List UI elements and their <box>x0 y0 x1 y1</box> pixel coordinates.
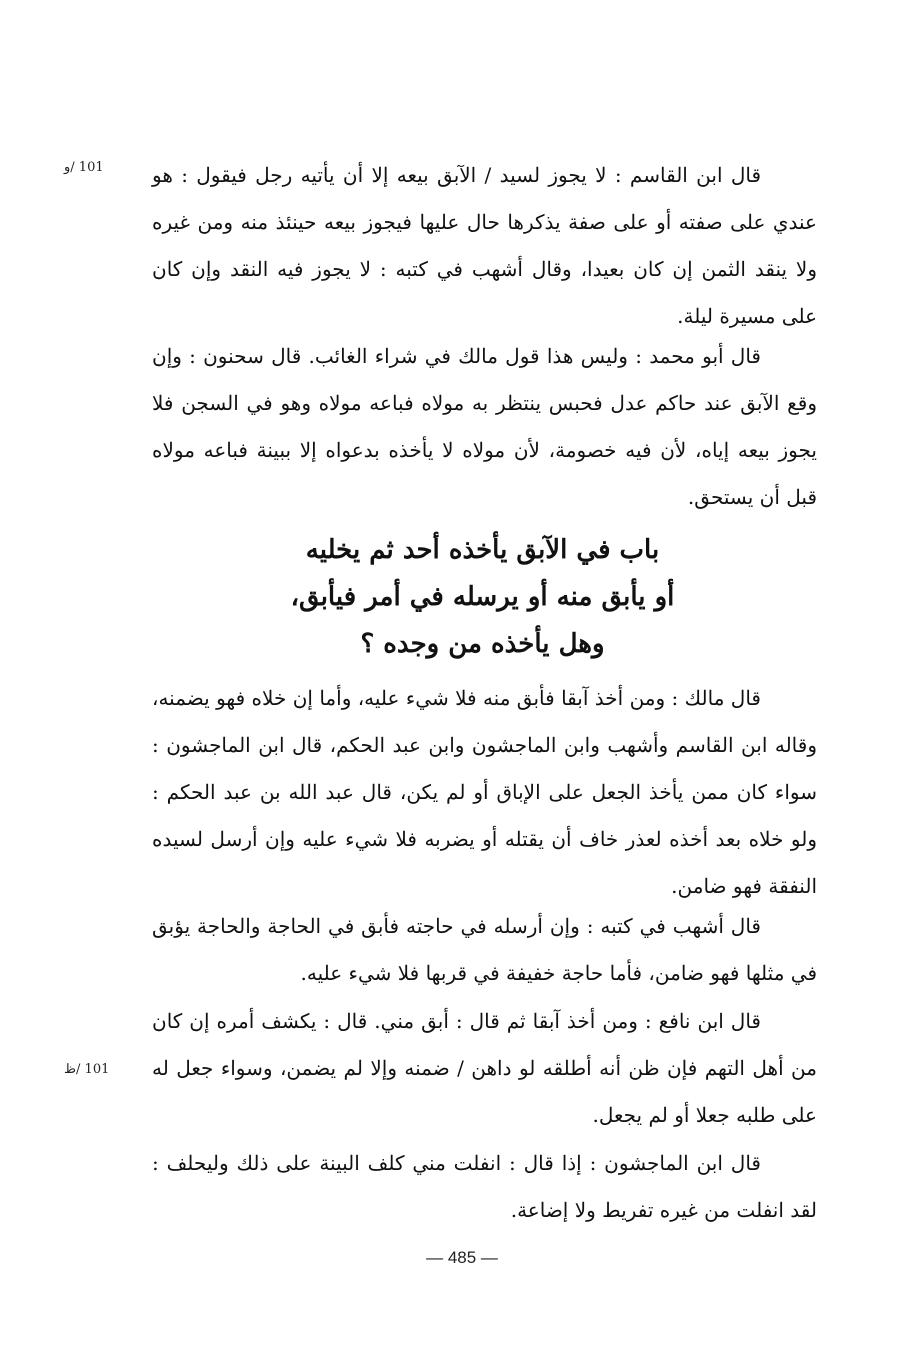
paragraph: قال ابن الماجشون : إذا قال : انفلت مني كلف البينة على ذلك وليحلف : لقد انفلت من غيره تفريط ولا إضاعة. <box>152 1151 817 1222</box>
paragraph: قال أشهب في كتبه : وإن أرسله في حاجته فأبق في الحاجة والحاجة يؤبق في مثلها فهو ضامن، فأما حاجة خفيفة في قربها فلا شيء عليه. <box>152 914 817 985</box>
paragraph: قال أبو محمد : وليس هذا قول مالك في شراء الغائب. قال سحنون : وإن وقع الآبق عند حاكم عدل فحبس ينتظر به مولاه فباعه مولاه وهو في السجن فلا يجوز بيعه إياه، لأن فيه خصومة، لأن مولاه لا يأخذه بدعواه إلا ببينة فباعه مولاه قبل أن يستحق. <box>152 344 817 509</box>
chapter-title-line: وهل يأخذه من وجده ؟ <box>360 629 605 659</box>
paragraph: قال ابن نافع : ومن أخذ آبقا ثم قال : أبق مني. قال : يكشف أمره إن كان من أهل التهم فإن ظن أنه أطلقه لو داهن / ضمنه وإلا لم يضمن، وسواء جعل له على طلبه جعلا أو لم يجعل. <box>152 1009 817 1127</box>
margin-folio-note: 101 /ظ <box>64 1062 110 1077</box>
paragraph: قال مالك : ومن أخذ آبقا فأبق منه فلا شيء عليه، وأما إن خلاه فهو يضمنه، وقاله ابن القاسم وأشهب وابن الماجشون وابن عبد الحكم، قال ابن الماجشون : سواء كان ممن يأخذ الجعل على الإباق أو لم يكن، قال عبد الله بن عبد الحكم : ولو خلاه بعد أخذه لعذر خاف أن يقتله أو يضربه فلا شيء عليه وإن أرسل لسيده النفقة فهو ضامن. <box>152 686 817 898</box>
chapter-title-line: باب في الآبق يأخذه أحد ثم يخليه <box>305 535 660 565</box>
margin-folio-note: 101 /و <box>64 160 104 175</box>
chapter-title-line: أو يأبق منه أو يرسله في أمر فيأبق، <box>290 582 675 612</box>
paragraph: قال ابن القاسم : لا يجوز لسيد / الآبق بيعه إلا أن يأتيه رجل فيقول : هو عندي على صفته أو على صفة يذكرها حال عليها فيجوز بيعه حينئذ منه ومن غيره ولا ينقد الثمن إن كان بعيدا، وقال أشهب في كتبه : لا يجوز فيه النقد وإن كان على مسيرة ليلة. <box>152 163 817 328</box>
chapter-title <box>200 527 765 668</box>
page-number: — 485 — <box>426 1248 498 1267</box>
